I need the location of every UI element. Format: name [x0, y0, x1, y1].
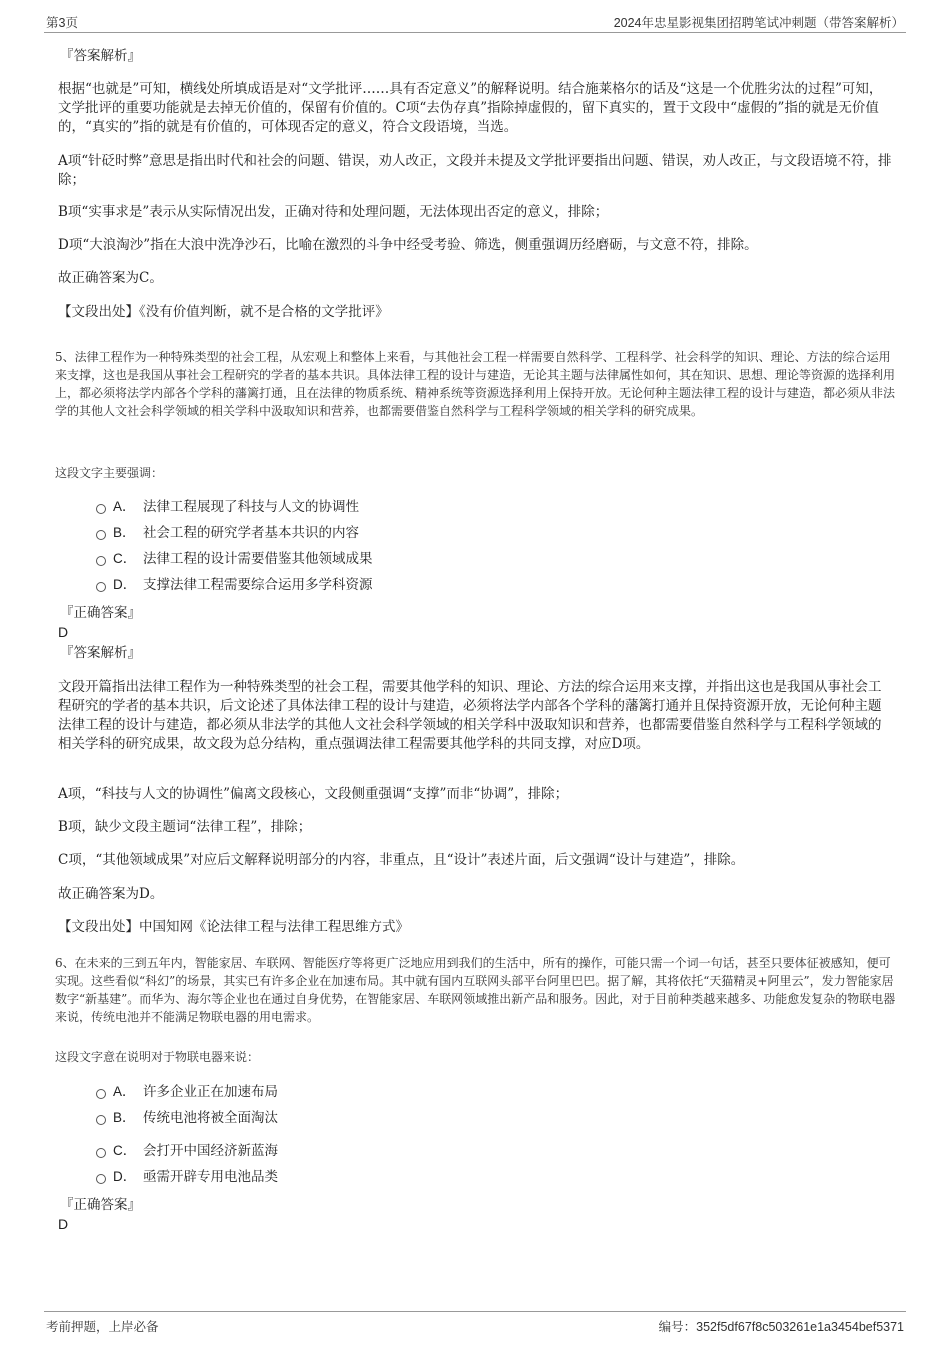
q5-stem: 5、法律工程作为一种特殊类型的社会工程，从宏观上和整体上来看，与其他社会工程一样需要自然科学、工程科学、社会科学的知识、理论、方法的综合运用来支撑，这也是我国从事社会工程研究的学者的基本共识。具体法律工程的设计与建造，无论其主题与法律属性如何，其在知识、思想、理论等资源的选择利用上，都必须将法学内部各个学科的藩篱打通，且在法律的物质系统、精神系统等资源选择利用上保持开放。无论何种主题法律工程的设计与建造，都必须从非法学的其他人文社会科学领域的相关学科中汲取知识和营养，也都需要借鉴自然科学与工程科学领域的相关学科的研究成果。	[55, 350, 896, 418]
q6-option-c[interactable]: C． 会打开中国经济新蓝海	[96, 1141, 278, 1161]
q4-analysis-a: A项“针砭时弊”意思是指出时代和社会的问题、错误，劝人改正，文段并未提及文学批评要指出问题、错误，劝人改正，与文段语境不符，排除；	[58, 153, 892, 188]
q6-answer: D	[58, 1216, 69, 1232]
q4-source: 【文段出处】《没有价值判断，就不是合格的文学批评》	[58, 304, 389, 320]
q5-analysis-b: B项，缺少文段主题词“法律工程”，排除；	[58, 819, 312, 835]
page-number: 第3页	[46, 16, 78, 30]
q5-question: 这段文字主要强调：	[55, 466, 164, 480]
document-code-value: 352f5df67f8c503261e1a3454bef5371	[696, 1320, 904, 1334]
footer-slogan: 考前押题，上岸必备	[46, 1319, 159, 1334]
q4-analysis-d: D项“大浪淘沙”指在大浪中洗净沙石，比喻在激烈的斗争中经受考验、筛选，侧重强调历经磨砺，与文意不符，排除。	[58, 237, 758, 253]
q5-option-d[interactable]: D． 支撑法律工程需要综合运用多学科资源	[96, 575, 373, 595]
q6-answer-label: 『正确答案』	[60, 1197, 141, 1213]
q5-conclusion: 故正确答案为D。	[58, 886, 164, 902]
radio-icon[interactable]	[96, 582, 106, 592]
q4-analysis-main: 根据“也就是”可知，横线处所填成语是对“文学批评……具有否定意义”的解释说明。结合施莱格尔的话及“这是一个优胜劣汰的过程”可知，文学批评的重要功能就是去掉无价值的，保留有价值的。C项“去伪存真”指除掉虚假的，留下真实的，置于文段中“虚假的”指的就是无价值的，“真实的”指的就是有价值的，可体现否定的意义，符合文段语境，当选。	[58, 81, 883, 135]
q5-source: 【文段出处】中国知网《论法律工程与法律工程思维方式》	[58, 919, 409, 935]
document-code-label: 编号：	[658, 1319, 697, 1334]
document-code	[659, 1317, 904, 1335]
q5-analysis-a: A项，“科技与人文的协调性”偏离文段核心，文段侧重强调“支撑”而非“协调”，排除；	[58, 786, 569, 802]
q5-option-b[interactable]: B． 社会工程的研究学者基本共识的内容	[96, 523, 359, 543]
q4-conclusion: 故正确答案为C。	[58, 270, 163, 286]
q6-question: 这段文字意在说明对于物联电器来说：	[55, 1050, 260, 1064]
q5-analysis-main: 文段开篇指出法律工程作为一种特殊类型的社会工程，需要其他学科的知识、理论、方法的综合运用来支撑，并指出这也是我国从事社会工程研究的学者的基本共识，后文论述了具体法律工程的设计与建造，必须将法学内部各个学科的藩篱打通并且保持资源开放，无论何种主题法律工程的设计与建造，都必须从非法学的其他人文社会科学领域的相关学科中汲取知识和营养，也都需要借鉴自然科学与工程科学领域的相关学科的研究成果，故文段为总分结构，重点强调法律工程需要其他学科的共同支撑，对应D项。	[58, 679, 882, 752]
page-footer	[44, 1311, 906, 1338]
q4-analysis-label: 『答案解析』	[60, 48, 141, 64]
radio-icon[interactable]	[96, 504, 106, 514]
q5-answer: D	[58, 624, 69, 640]
radio-icon[interactable]	[96, 1115, 106, 1125]
q5-option-c[interactable]: C． 法律工程的设计需要借鉴其他领域成果	[96, 549, 373, 569]
radio-icon[interactable]	[96, 530, 106, 540]
q6-option-a[interactable]: A． 许多企业正在加速布局	[96, 1082, 278, 1102]
radio-icon[interactable]	[96, 1174, 106, 1184]
radio-icon[interactable]	[96, 1148, 106, 1158]
document-title: 2024年忠星影视集团招聘笔试冲刺题（带答案解析）	[613, 16, 904, 30]
q4-analysis-b: B项“实事求是”表示从实际情况出发，正确对待和处理问题，无法体现出否定的意义，排除；	[58, 204, 609, 220]
q5-option-a[interactable]: A． 法律工程展现了科技与人文的协调性	[96, 497, 359, 517]
q6-option-d[interactable]: D． 亟需开辟专用电池品类	[96, 1167, 278, 1187]
radio-icon[interactable]	[96, 556, 106, 566]
q5-answer-label: 『正确答案』	[60, 605, 141, 621]
q5-analysis-label: 『答案解析』	[60, 645, 141, 661]
q5-analysis-c: C项，“其他领域成果”对应后文解释说明部分的内容，非重点，且“设计”表述片面，后文强调“设计与建造”，排除。	[58, 852, 745, 868]
q6-stem: 6、在未来的三到五年内，智能家居、车联网、智能医疗等将更广泛地应用到我们的生活中，所有的操作，可能只需一个词一句话，甚至只要体征被感知，便可实现。这些看似“科幻”的场景，其实已有许多企业在加速布局。其中就有国内互联网头部平台阿里巴巴。据了解，其将依托“天猫精灵+阿里云”，发力智能家居数字“新基建”。而华为、海尔等企业也在通过自身优势，在智能家居、车联网领域推出新产品和服务。因此，对于目前种类越来越多、功能愈发复杂的物联电器来说，传统电池并不能满足物联电器的用电需求。	[55, 956, 896, 1024]
q6-option-b[interactable]: B． 传统电池将被全面淘汰	[96, 1108, 278, 1128]
page-header	[44, 10, 906, 33]
radio-icon[interactable]	[96, 1089, 106, 1099]
